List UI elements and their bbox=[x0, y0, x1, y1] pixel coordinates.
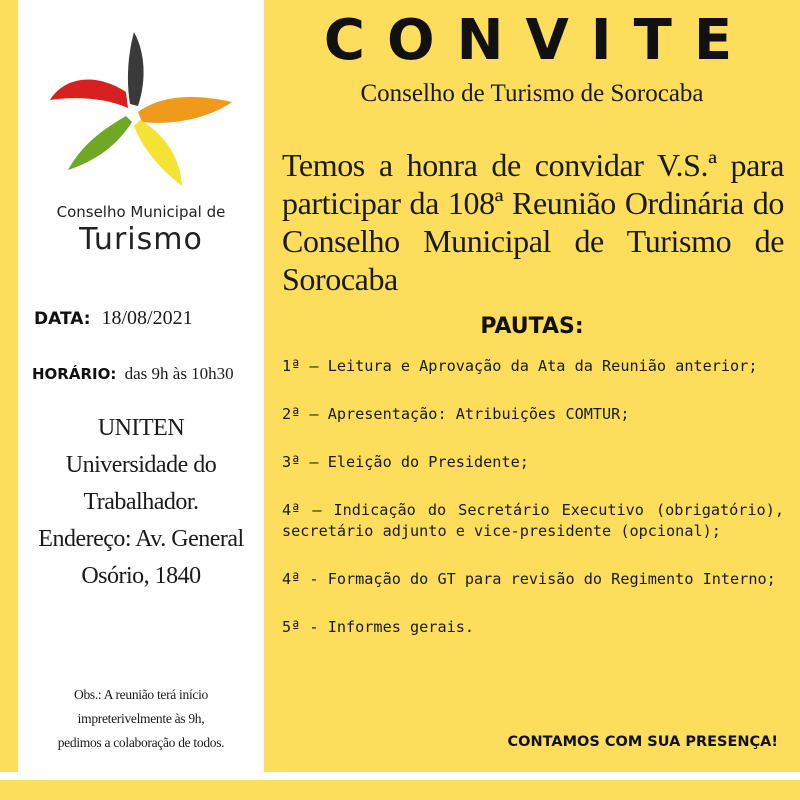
venue-name: UNITEN bbox=[97, 415, 185, 441]
bottom-border-strip bbox=[0, 772, 800, 780]
date-value: 18/08/2021 bbox=[101, 307, 193, 329]
agenda-item: 3ª – Eleição do Presidente; bbox=[282, 453, 529, 471]
venue-line-4: Osório, 1840 bbox=[81, 563, 201, 589]
agenda-item: 4ª – Indicação do Secretário Executivo (obrigatório), secretário adjunto e vice-presidente (opcional); bbox=[282, 501, 784, 540]
time-row bbox=[32, 364, 234, 384]
venue-line-3: Endereço: Av. General bbox=[38, 526, 244, 552]
note-line-3: pedimos a colaboração de todos. bbox=[57, 735, 225, 750]
time-value: das 9h às 10h30 bbox=[124, 364, 234, 383]
closing-message: CONTAMOS COM SUA PRESENÇA! bbox=[507, 734, 778, 750]
agenda-list bbox=[282, 356, 784, 638]
agenda-item: 4ª - Formação do GT para revisão do Regimento Interno; bbox=[282, 570, 776, 588]
logo-orange-petal bbox=[138, 97, 232, 123]
agenda-item: 2ª – Apresentação: Atribuições COMTUR; bbox=[282, 405, 630, 423]
venue-line-2: Trabalhador. bbox=[83, 489, 199, 515]
agenda-item: 5ª - Informes gerais. bbox=[282, 618, 475, 636]
venue-address bbox=[18, 410, 264, 595]
logo-caption-small: Conselho Municipal de bbox=[56, 203, 226, 221]
logo-green-petal bbox=[68, 116, 132, 170]
page-subtitle: Conselho de Turismo de Sorocaba bbox=[360, 80, 704, 107]
agenda-heading: PAUTAS: bbox=[480, 314, 584, 339]
logo-red-petal bbox=[50, 80, 128, 108]
observation-note bbox=[18, 683, 264, 755]
date-label: DATA: bbox=[34, 309, 91, 329]
date-row bbox=[34, 307, 193, 330]
agenda-item: 1ª – Leitura e Aprovação da Ata da Reunião anterior; bbox=[282, 357, 758, 375]
time-label: HORÁRIO: bbox=[32, 365, 117, 383]
logo-yellow-petal bbox=[134, 120, 182, 186]
invitation-text: Temos a honra de convidar V.S.ª para participar da 108ª Reunião Ordinária do Conselho Municipal de Turismo de Sorocaba bbox=[282, 147, 784, 297]
venue-line-1: Universidade do bbox=[65, 452, 217, 478]
page-title: CONVITE bbox=[323, 8, 755, 73]
note-line-1: Obs.: A reunião terá início bbox=[74, 687, 208, 702]
note-line-2: impreterivelmente às 9h, bbox=[77, 711, 205, 726]
logo-black-petal bbox=[128, 32, 144, 106]
logo-caption-large: Turismo bbox=[79, 222, 203, 257]
tourism-council-logo-mark bbox=[46, 30, 236, 190]
